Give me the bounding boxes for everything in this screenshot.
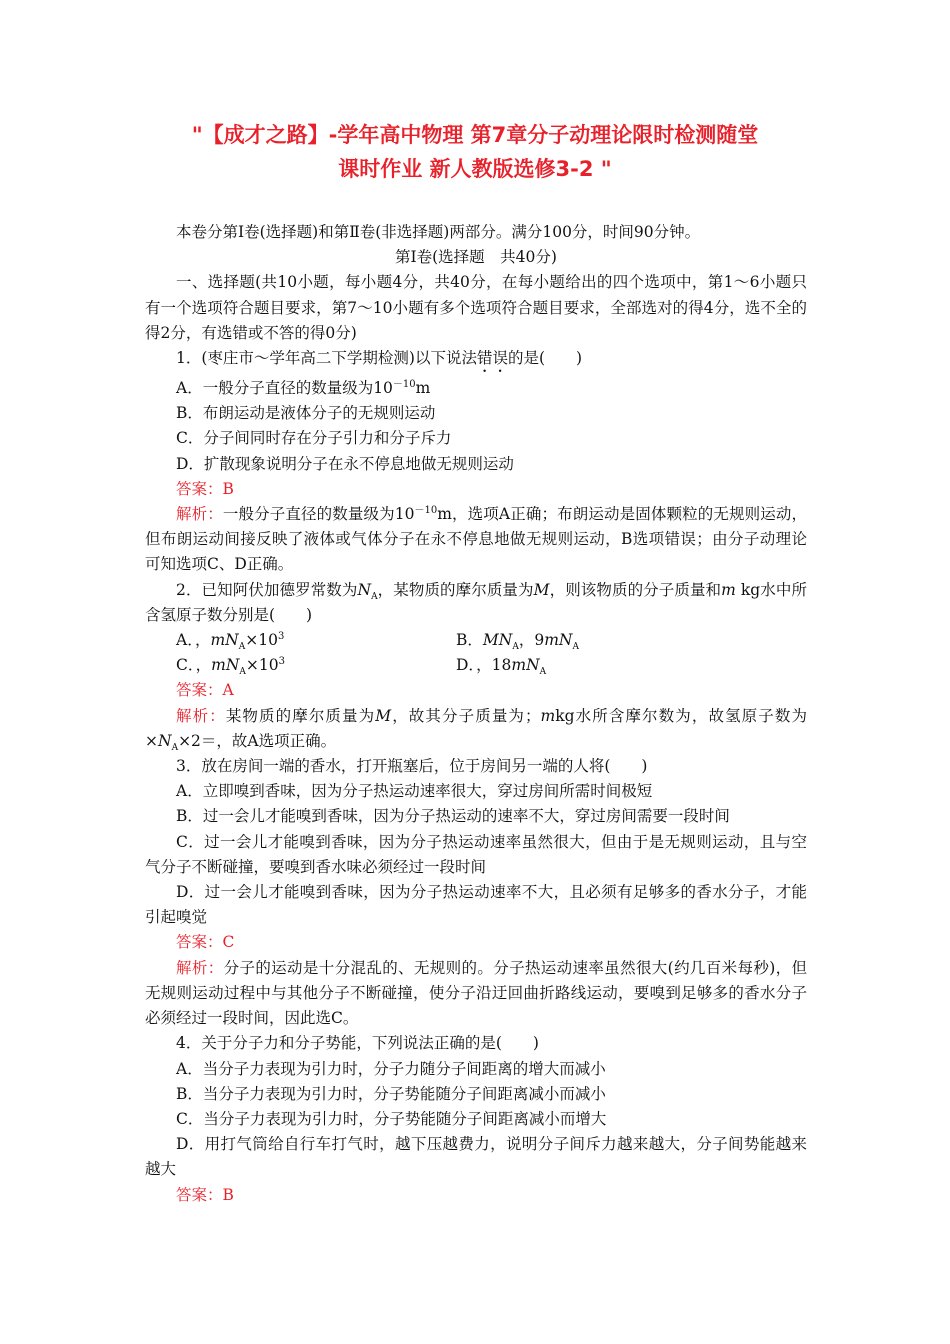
- question-1: [145, 346, 807, 578]
- document-title: [145, 118, 805, 186]
- explanation: 解析：一般分子直径的数量级为$10^{-10}m$，选项A正确；布朗运动是固体颗粒的无规则运动，但布朗运动间接反映了液体或气体分子在永不停息地做无规则运动，B选项错误；由分子动理论可知选项C、D正确。: [145, 504, 807, 574]
- question-stem: 2．已知阿伏加德罗常数为$N_A$，某物质的摩尔质量为M，则该物质的分子质量和m kg水中所含氢原子数分别是( ): [145, 580, 807, 624]
- option-c: C．过一会儿才能嗅到香味，因为分子热运动速率虽然很大，但由于是无规则运动，且与空气分子不断碰撞，要嗅到香水味必须经过一段时间: [145, 832, 807, 876]
- exam-info: 本卷分第Ⅰ卷(选择题)和第Ⅱ卷(非选择题)两部分。满分100分，时间90分钟。: [176, 223, 701, 241]
- option-d: D．，$18mN_A$: [456, 656, 547, 678]
- option-d: D．扩散现象说明分子在永不停息地做无规则运动: [176, 454, 514, 473]
- document-body: [145, 220, 807, 1208]
- option-a: A．当分子力表现为引力时，分子力随分子间距离的增大而减小: [176, 1059, 606, 1078]
- question-4: [145, 1031, 807, 1207]
- option-c: C．分子间同时存在分子引力和分子斥力: [176, 429, 452, 448]
- option-d: D．用打气筒给自行车打气时，越下压越费力，说明分子间斥力越来越大，分子间势能越来越大: [145, 1135, 807, 1179]
- title-line-2: 课时作业 新人教版选修3-2 ": [338, 157, 612, 181]
- option-b: B．布朗运动是液体分子的无规则运动: [176, 404, 436, 423]
- options-row-2: [145, 653, 807, 678]
- option-c: C．，$mN_A\times 10^3$: [176, 656, 285, 678]
- option-b: B．$MN_A$，$9mN_A$: [456, 631, 579, 653]
- emphasis-text: 错误: [476, 349, 508, 368]
- option-a: A．立即嗅到香味，因为分子热运动速率很大，穿过房间所需时间极短: [176, 782, 653, 801]
- section-heading: 第Ⅰ卷(选择题 共40分): [395, 248, 557, 267]
- option-b: B．当分子力表现为引力时，分子势能随分子间距离减小而减小: [176, 1084, 606, 1103]
- explanation: 解析：某物质的摩尔质量为M，故其分子质量为；mkg水所含摩尔数为，故氢原子数为$\times N_A\times 2=$，故A选项正确。: [145, 706, 807, 753]
- question-stem: 4．关于分子力和分子势能，下列说法正确的是( ): [176, 1034, 539, 1053]
- answer: 答案：B: [176, 479, 234, 498]
- question-stem: 3．放在房间一端的香水，打开瓶塞后，位于房间另一端的人将( ): [176, 757, 648, 776]
- option-c: C．当分子力表现为引力时，分子势能随分子间距离减小而增大: [176, 1109, 607, 1128]
- explanation: 解析：分子的运动是十分混乱的、无规则的。分子热运动速率虽然很大(约几百米每秒)，但无规则运动过程中与其他分子不断碰撞，使分子沿迂回曲折路线运动，要嗅到足够多的香水分子必须经过一段时间，因此选C。: [145, 958, 807, 1028]
- section-instructions: 一、选择题(共10小题，每小题4分，共40分，在每小题给出的四个选项中，第1～6小题只有一个选项符合题目要求，第7～10小题有多个选项符合题目要求，全部选对的得4分，选不全的得2分，有选错或不答的得0分): [145, 273, 807, 342]
- options-row-1: [145, 628, 807, 653]
- answer: 答案：A: [176, 681, 234, 700]
- option-a: A．一般分子直径的数量级为$10^{-10}m$: [176, 378, 431, 398]
- question-2: [145, 578, 807, 754]
- question-stem: 1．(枣庄市～学年高二下学期检测)以下说法错误的是( ): [176, 349, 583, 368]
- answer: 答案：C: [176, 933, 235, 952]
- title-line-1: "【成才之路】-学年高中物理 第7章分子动理论限时检测随堂: [191, 123, 759, 147]
- option-a: A．，$mN_A\times 10^3$: [176, 630, 285, 653]
- option-b: B．过一会儿才能嗅到香味，因为分子热运动的速率不大，穿过房间需要一段时间: [176, 807, 730, 826]
- option-d: D．过一会儿才能嗅到香味，因为分子热运动速率不大，且必须有足够多的香水分子，才能引起嗅觉: [145, 883, 807, 927]
- answer: 答案：B: [176, 1185, 234, 1204]
- question-3: [145, 754, 807, 1031]
